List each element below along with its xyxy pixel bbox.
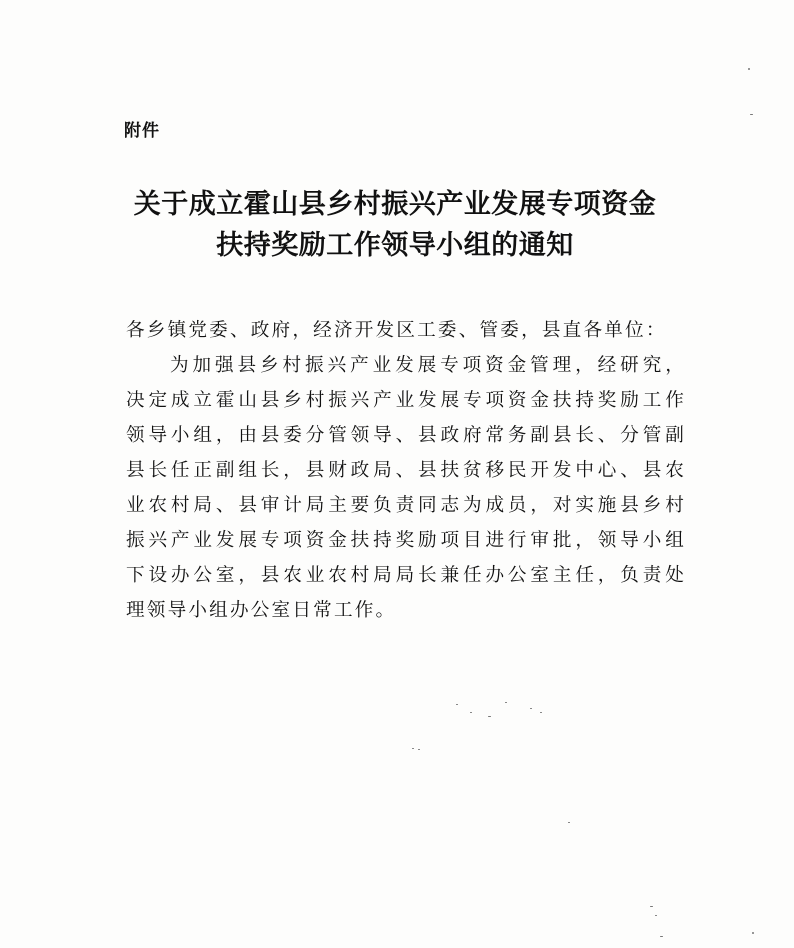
paragraph-line: 下设办公室，县农业农村局局长兼任办公室主任，负责处 bbox=[126, 565, 686, 586]
body-paragraph bbox=[126, 348, 686, 628]
paragraph-line: 业农村局、县审计局主要负责同志为成员，对实施县乡村 bbox=[126, 495, 686, 516]
paragraph-line: 振兴产业发展专项资金扶持奖励项目进行审批，领导小组 bbox=[126, 530, 686, 551]
scan-speck bbox=[530, 708, 532, 709]
title-line-2: 扶持奖励工作领导小组的通知 bbox=[216, 230, 574, 261]
paragraph-line: 领导小组，由县委分管领导、县政府常务副县长、分管副 bbox=[126, 425, 686, 446]
scan-speck bbox=[470, 712, 472, 713]
paragraph-line: 决定成立霍山县乡村振兴产业发展专项资金扶持奖励工作 bbox=[126, 390, 686, 411]
scan-speck bbox=[660, 936, 663, 937]
document-body bbox=[126, 313, 686, 628]
paragraph-line: 为加强县乡村振兴产业发展专项资金管理，经研究， bbox=[170, 355, 686, 376]
scan-speck bbox=[752, 932, 754, 934]
scan-speck bbox=[456, 704, 458, 705]
title-line-1: 关于成立霍山县乡村振兴产业发展专项资金 bbox=[133, 189, 657, 220]
scan-speck bbox=[568, 822, 570, 823]
scan-speck bbox=[655, 915, 657, 916]
salutation: 各乡镇党委、政府，经济开发区工委、管委，县直各单位： bbox=[126, 320, 667, 341]
paragraph-line: 县长任正副组长，县财政局、县扶贫移民开发中心、县农 bbox=[126, 460, 686, 481]
scan-speck bbox=[412, 748, 414, 749]
scan-speck bbox=[748, 68, 750, 70]
scan-speck bbox=[540, 712, 542, 713]
document-title bbox=[100, 184, 690, 266]
scan-speck bbox=[750, 114, 753, 115]
scan-speck bbox=[505, 702, 507, 703]
scan-speck bbox=[488, 716, 491, 717]
scan-speck bbox=[418, 749, 420, 750]
scan-speck bbox=[650, 906, 653, 907]
attachment-label: 附件 bbox=[124, 121, 160, 141]
paragraph-line: 理领导小组办公室日常工作。 bbox=[126, 600, 397, 621]
